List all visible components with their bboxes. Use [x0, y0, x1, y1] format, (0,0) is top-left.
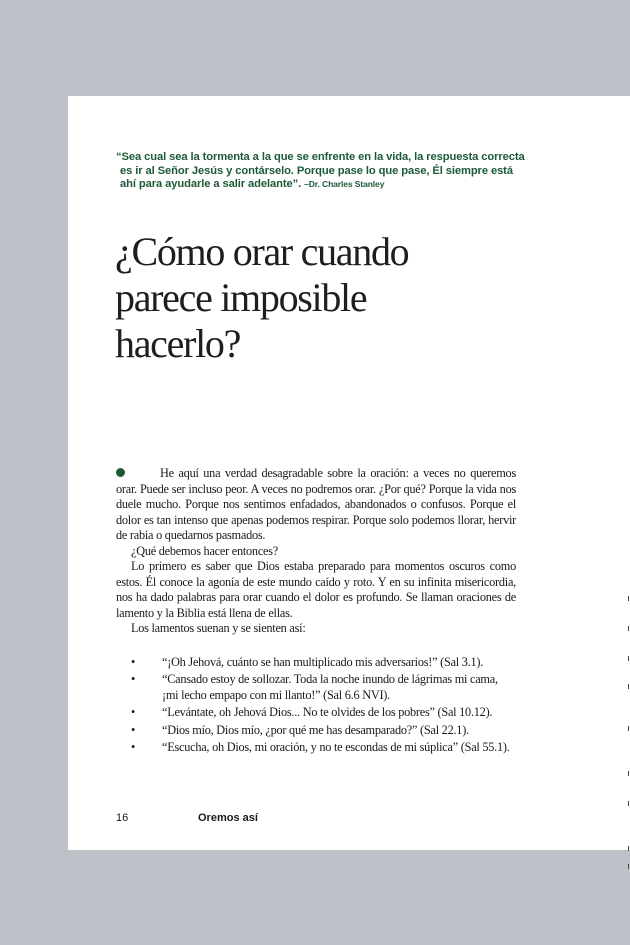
running-footer-title: Oremos así: [198, 812, 258, 824]
body-text: [116, 466, 516, 758]
title-line: ¿Cómo orar cuando: [115, 229, 409, 274]
edge-mark: [628, 656, 629, 661]
list-item-text: “¡Oh Jehová, cuánto se han multiplicado mis adversarios!” (Sal 3.1).: [162, 654, 484, 669]
title-line: parece imposible: [115, 275, 367, 320]
bullet-icon: •: [131, 722, 136, 737]
edge-mark: [628, 846, 629, 851]
lament-list: [116, 655, 516, 756]
edge-mark: [628, 726, 629, 731]
bullet-icon: •: [131, 740, 136, 754]
section-marker-icon: [116, 468, 125, 477]
paragraph: ¿Qué debemos hacer entonces?: [131, 543, 278, 558]
edge-mark: [628, 684, 629, 689]
list-item: [116, 705, 516, 721]
list-item: [116, 672, 516, 703]
list-item: [116, 740, 516, 756]
epigraph-quote: [116, 151, 526, 192]
bullet-icon: •: [131, 654, 136, 669]
list-item: [116, 723, 516, 739]
quote-line-text: ahí para ayudarle a salir adelante”.: [120, 178, 302, 190]
paragraph: [116, 466, 516, 544]
bullet-icon: •: [131, 705, 136, 719]
list-item-text: “Dios mío, Dios mío, ¿por qué me has desamparado?” (Sal 22.1).: [162, 722, 469, 737]
chapter-title: [115, 229, 555, 367]
paragraph: Lo primero es saber que Dios estaba preparado para momentos oscuros como estos. Él conoce la agonía de este mundo caído y roto. Y en su infinita misericordia, nos ha dado palabras para orar cuando el dolor es profundo. Se llaman oraciones de lamento y la Biblia está llena de ellas.: [116, 559, 516, 620]
edge-mark: [628, 771, 629, 776]
edge-mark: [628, 596, 629, 601]
edge-mark: [628, 801, 629, 806]
quote-line: es ir al Señor Jesús y contárselo. Porque pase lo que pase, Él siempre está: [120, 164, 513, 177]
next-page-edge: [626, 596, 630, 876]
list-item-text: “Levántate, oh Jehová Dios... No te olvides de los pobres” (Sal 10.12).: [162, 705, 493, 719]
paragraph: Los lamentos suenan y se sienten así:: [131, 621, 306, 635]
book-page: [68, 96, 630, 850]
quote-line: “Sea cual sea la tormenta a la que se enfrente en la vida, la respuesta correcta: [116, 151, 525, 163]
list-item: [116, 655, 516, 671]
paragraph-text: He aquí una verdad desagradable sobre la oración: a veces no queremos orar. Puede ser incluso peor. A veces no podremos orar. ¿Por qué? Porque la vida nos duele mucho. Porque nos sentimos enfadados, abandonados o confusos. Porque el dolor es tan intenso que apenas podemos respirar. Porque solo podemos llorar, hervir de rabia o quedarnos pasmados.: [116, 466, 516, 542]
quote-author: –Dr. Charles Stanley: [304, 179, 385, 189]
quote-line: [116, 178, 526, 192]
edge-mark: [628, 864, 629, 869]
title-line: hacerlo?: [115, 321, 241, 366]
page-number: 16: [116, 812, 129, 824]
bullet-icon: •: [131, 672, 136, 686]
list-item-text: “Escucha, oh Dios, mi oración, y no te escondas de mi súplica” (Sal 55.1).: [162, 740, 510, 754]
edge-mark: [628, 626, 629, 631]
list-item-text: “Cansado estoy de sollozar. Toda la noche inundo de lágrimas mi cama, ¡mi lecho empapo con mi llanto!” (Sal 6.6 NVI).: [162, 672, 498, 702]
